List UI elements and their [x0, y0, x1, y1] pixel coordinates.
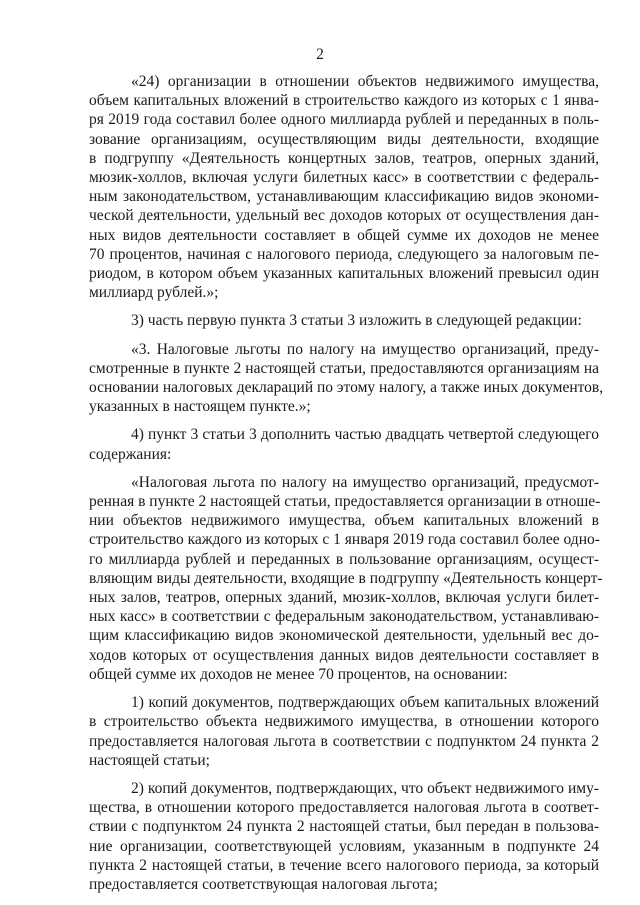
- text-line: ствии с подпунктом 24 пункта 2 настоящей статьи, был передан в пользова-: [89, 818, 599, 836]
- paragraph-tax-benefit: [89, 473, 603, 684]
- text-line: ных видов деятельности составляет в общей сумме их доходов не менее: [89, 226, 599, 244]
- text-line: го миллиарда рублей и переданных в пользование организациям, осущест-: [89, 550, 599, 568]
- text-line: 70 процентов, начиная с налогового периода, следующего за налоговым пе-: [89, 245, 599, 263]
- text-line: щества, в отношении которого предоставляется налоговая льгота в соответ-: [89, 799, 599, 817]
- paragraph-amendment-3: [89, 311, 599, 330]
- text-line: 1) копий документов, подтверждающих объем капитальных вложений: [131, 694, 599, 712]
- page-number: 2: [316, 46, 324, 63]
- text-line: пункта 2 настоящей статьи, в течение всего налогового периода, за который: [89, 856, 599, 874]
- paragraph-item-24: [89, 72, 599, 302]
- text-line: ренная в пункте 2 настоящей статьи, предоставляется организации в отноше-: [89, 493, 601, 511]
- text-line: миллиард рублей.»;: [89, 284, 219, 302]
- text-line: мюзик-холлов, включая услуги билетных касс» в соответствии с федераль-: [89, 169, 599, 187]
- text-line: ным законодательством, устанавливающим классификацию видов экономи-: [89, 188, 599, 206]
- paragraph-subitem-2: [89, 779, 599, 894]
- text-line: основании налоговых деклараций по этому налогу, а также иных документов,: [89, 379, 604, 397]
- text-line: в подгруппу «Деятельность концертных залов, театров, оперных зданий,: [89, 149, 599, 167]
- text-line: настоящей статьи;: [89, 751, 210, 769]
- text-line: объем капитальных вложений в строительство каждого из которых с 1 янва-: [89, 92, 599, 110]
- text-line: нии объектов недвижимого имущества, объем капитальных вложений в: [89, 512, 599, 530]
- text-line: «Налоговая льгота по налогу на имущество организаций, предусмот-: [131, 473, 599, 491]
- text-line: зование организациям, осуществляющим виды деятельности, входящие: [89, 130, 599, 148]
- text-line: щим классификацию видов экономической деятельности, удельный вес до-: [89, 627, 599, 645]
- text-line: содержания:: [89, 445, 172, 463]
- text-line: в строительство объекта недвижимого имущества, в отношении которого: [89, 713, 599, 731]
- text-line: указанных в настоящем пункте.»;: [89, 398, 311, 416]
- text-line: риодом, в котором объем указанных капитальных вложений превысил один: [89, 265, 599, 283]
- paragraph-subitem-1: [89, 693, 599, 770]
- text-line: предоставляется налоговая льгота в соответствии с подпунктом 24 пункта 2: [89, 732, 599, 750]
- text-line: строительство каждого из которых с 1 января 2019 года составил более одно-: [89, 531, 600, 549]
- paragraph-amendment-4: [89, 425, 599, 463]
- text-line: 4) пункт 3 статьи 3 дополнить частью двадцать четвертой следующего: [131, 426, 599, 444]
- text-line: «3. Налоговые льготы по налогу на имущество организаций, преду-: [131, 340, 599, 358]
- text-line: общей сумме их доходов не менее 70 процентов, на основании:: [89, 665, 508, 683]
- paragraph-new-clause-3: [89, 340, 604, 417]
- text-line: ческой деятельности, удельный вес доходов которых от осуществления дан-: [89, 207, 599, 225]
- text-line: ных залов, театров, оперных зданий, мюзик-холлов, включая услуги билет-: [89, 589, 599, 607]
- text-line: ных касс» в соответствии с федеральным законодательством, устанавливаю-: [89, 608, 599, 626]
- text-line: «24) организации в отношении объектов недвижимого имущества,: [131, 73, 599, 90]
- text-line: ря 2019 года составил более одного миллиарда рублей и переданных в поль-: [89, 111, 599, 129]
- text-line: вляющим виды деятельности, входящие в подгруппу «Деятельность концерт-: [89, 569, 603, 587]
- document-body: [89, 72, 604, 903]
- text-line: 2) копий документов, подтверждающих, что объект недвижимого иму-: [131, 779, 599, 797]
- text-line: предоставляется соответствующая налоговая льгота;: [89, 875, 438, 893]
- text-line: смотренные в пункте 2 настоящей статьи, предоставляются организациям на: [89, 359, 599, 377]
- text-line: ходов которых от осуществления данных видов деятельности составляет в: [89, 646, 599, 664]
- text-line: ние организации, соответствующей условиям, указанным в подпункте 24: [89, 837, 599, 855]
- text-line: 3) часть первую пункта 3 статьи 3 изложить в следующей редакции:: [131, 312, 582, 330]
